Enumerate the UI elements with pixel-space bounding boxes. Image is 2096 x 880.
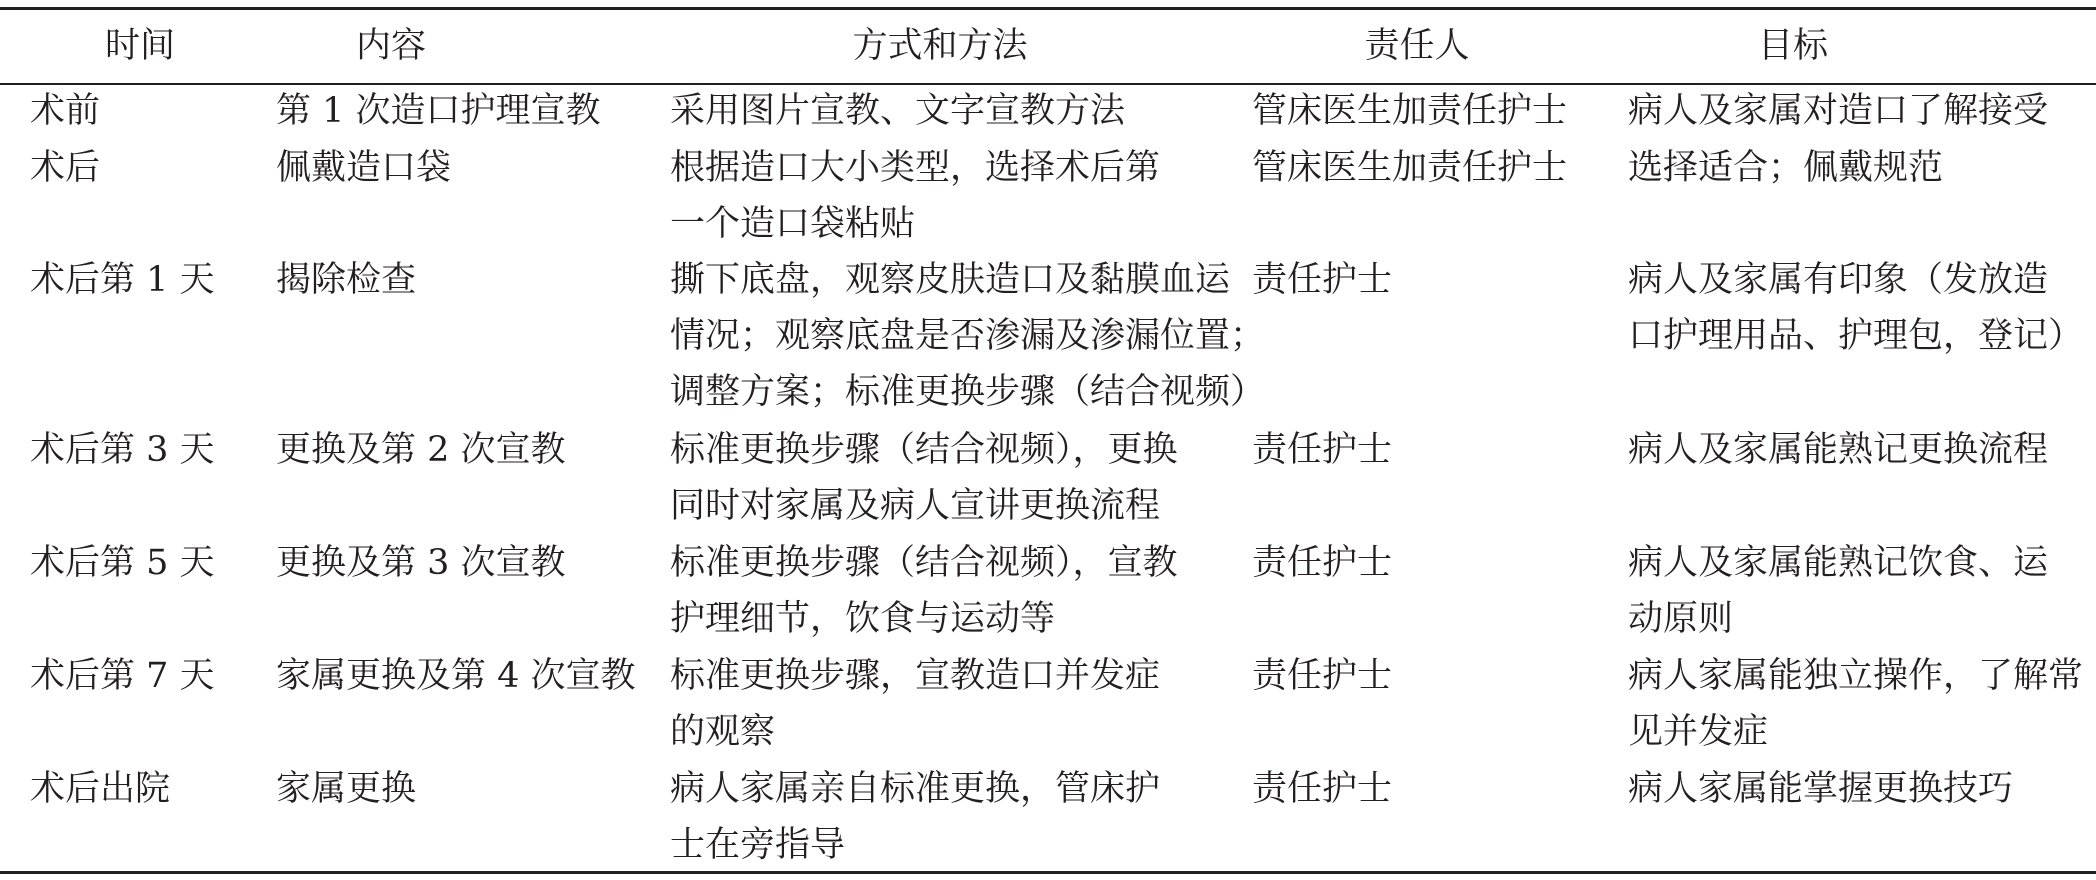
method-cell xyxy=(670,252,1265,420)
content-cell xyxy=(276,83,601,139)
header-time: 时间 xyxy=(104,26,175,66)
method-cell xyxy=(670,648,1160,760)
person-cell xyxy=(1252,140,1567,196)
method-cell xyxy=(670,761,1160,873)
method-cell-line: 调整方案；标准更换步骤（结合视频） xyxy=(670,372,1266,412)
time-cell xyxy=(30,83,100,139)
method-cell xyxy=(670,422,1178,534)
method-cell-line: 根据造口大小类型，选择术后第 xyxy=(670,148,1161,188)
content-cell xyxy=(276,761,416,817)
goal-cell-line: 病人及家属能熟记饮食、运 xyxy=(1628,543,2049,583)
content-cell xyxy=(276,422,566,478)
table-row xyxy=(0,83,2096,139)
table-row xyxy=(0,761,2096,873)
goal-cell-line: 病人家属能掌握更换技巧 xyxy=(1628,769,2014,809)
content-cell-line: 第 1 次造口护理宣教 xyxy=(276,91,601,131)
goal-cell xyxy=(1628,648,2083,760)
goal-cell-line: 病人及家属对造口了解接受 xyxy=(1628,91,2049,131)
person-cell xyxy=(1252,648,1392,704)
method-cell-line: 一个造口袋粘贴 xyxy=(670,204,916,244)
person-cell xyxy=(1252,761,1392,817)
time-cell xyxy=(30,422,215,478)
time-cell-line: 术后 xyxy=(30,148,101,188)
time-cell xyxy=(30,648,215,704)
person-cell-line: 管床医生加责任护士 xyxy=(1252,148,1568,188)
time-cell xyxy=(30,252,215,308)
content-cell xyxy=(276,140,451,196)
content-cell-line: 更换及第 3 次宣教 xyxy=(276,543,566,583)
content-cell-line: 家属更换 xyxy=(276,769,417,809)
method-cell-line: 病人家属亲自标准更换，管床护 xyxy=(670,769,1161,809)
method-cell-line: 情况；观察底盘是否渗漏及渗漏位置； xyxy=(670,316,1266,356)
table-row xyxy=(0,648,2096,760)
goal-cell-line: 病人及家属能熟记更换流程 xyxy=(1628,430,2049,470)
header-content: 内容 xyxy=(355,26,426,66)
person-cell xyxy=(1252,252,1392,308)
method-cell-line: 护理细节，饮食与运动等 xyxy=(670,599,1056,639)
time-cell-line: 术后第 3 天 xyxy=(30,430,215,470)
time-cell-line: 术后第 1 天 xyxy=(30,260,215,300)
time-cell xyxy=(30,761,170,817)
goal-cell-line: 病人家属能独立操作，了解常 xyxy=(1628,656,2084,696)
time-cell-line: 术后第 5 天 xyxy=(30,543,215,583)
content-cell-line: 佩戴造口袋 xyxy=(276,148,452,188)
goal-cell xyxy=(1628,422,2048,478)
method-cell-line: 的观察 xyxy=(670,712,776,752)
method-cell-line: 标准更换步骤，宣教造口并发症 xyxy=(670,656,1161,696)
time-cell-line: 术后第 7 天 xyxy=(30,656,215,696)
method-cell-line: 撕下底盘，观察皮肤造口及黏膜血运 xyxy=(670,260,1231,300)
content-cell-line: 揭除检查 xyxy=(276,260,417,300)
header-method: 方式和方法 xyxy=(852,26,1028,66)
goal-cell-line: 动原则 xyxy=(1628,599,1734,639)
table-row xyxy=(0,535,2096,647)
goal-cell xyxy=(1628,252,2083,364)
time-cell-line: 术前 xyxy=(30,91,101,131)
table-row xyxy=(0,140,2096,252)
method-cell-line: 采用图片宣教、文字宣教方法 xyxy=(670,91,1126,131)
person-cell-line: 责任护士 xyxy=(1252,656,1393,696)
person-cell-line: 责任护士 xyxy=(1252,769,1393,809)
header-goal: 目标 xyxy=(1757,26,1828,66)
goal-cell xyxy=(1628,140,1943,196)
table-row xyxy=(0,252,2096,420)
person-cell-line: 责任护士 xyxy=(1252,260,1393,300)
table-top-rule xyxy=(0,7,2096,10)
method-cell-line: 标准更换步骤（结合视频），宣教 xyxy=(670,543,1178,583)
method-cell xyxy=(670,83,1125,139)
table-bottom-rule xyxy=(0,871,2096,874)
content-cell xyxy=(276,648,636,704)
content-cell xyxy=(276,252,416,308)
person-cell xyxy=(1252,535,1392,591)
person-cell xyxy=(1252,422,1392,478)
person-cell-line: 责任护士 xyxy=(1252,430,1393,470)
method-cell xyxy=(670,535,1178,647)
time-cell xyxy=(30,140,100,196)
method-cell-line: 士在旁指导 xyxy=(670,825,846,865)
content-cell-line: 家属更换及第 4 次宣教 xyxy=(276,656,636,696)
method-cell-line: 标准更换步骤（结合视频），更换 xyxy=(670,430,1178,470)
table-row xyxy=(0,422,2096,534)
time-cell-line: 术后出院 xyxy=(30,769,171,809)
goal-cell xyxy=(1628,535,2048,647)
method-cell-line: 同时对家属及病人宣讲更换流程 xyxy=(670,486,1161,526)
person-cell xyxy=(1252,83,1567,139)
goal-cell-line: 见并发症 xyxy=(1628,712,1769,752)
content-cell-line: 更换及第 2 次宣教 xyxy=(276,430,566,470)
goal-cell xyxy=(1628,761,2013,817)
person-cell-line: 管床医生加责任护士 xyxy=(1252,91,1568,131)
method-cell xyxy=(670,140,1160,252)
person-cell-line: 责任护士 xyxy=(1252,543,1393,583)
goal-cell-line: 口护理用品、护理包，登记） xyxy=(1628,316,2084,356)
header-responsible-person: 责任人 xyxy=(1364,26,1470,66)
goal-cell-line: 病人及家属有印象（发放造 xyxy=(1628,260,2049,300)
content-cell xyxy=(276,535,566,591)
goal-cell-line: 选择适合；佩戴规范 xyxy=(1628,148,1944,188)
goal-cell xyxy=(1628,83,2048,139)
time-cell xyxy=(30,535,215,591)
